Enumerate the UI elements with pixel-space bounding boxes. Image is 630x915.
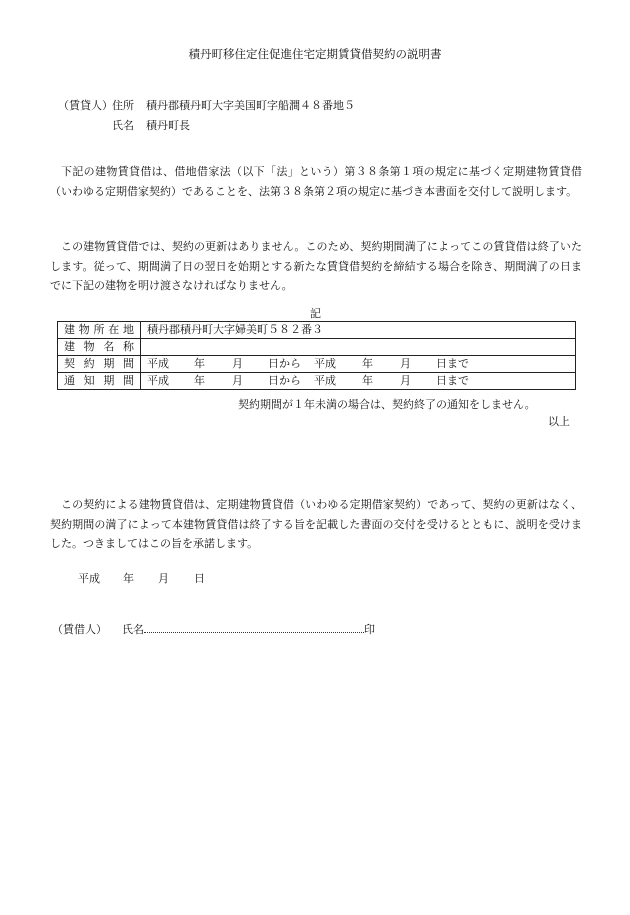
location-label: 建物所在地 [58, 322, 141, 339]
year: 年 [362, 374, 373, 387]
day-until: 日まで [436, 357, 469, 370]
acknowledgement-paragraph: この契約による建物賃貸借は、定期建物賃貸借（いわゆる定期借家契約）であって、契約の更新はなく、契約期間の満了によって本建物賃貸借は終了する旨を記載した書面の交付を受けるとともに、説明を受けました。つきましてはこの旨を承諾します。 [50, 498, 582, 550]
year: 年 [194, 374, 205, 387]
lessee-signature-line [122, 621, 375, 637]
year: 年 [194, 357, 205, 370]
month: 月 [232, 357, 243, 370]
month: 月 [400, 374, 411, 387]
era: 平成 [147, 357, 169, 370]
date-era: 平成 [78, 572, 100, 585]
era: 平成 [314, 357, 336, 370]
document-title: 積丹町移住定住促進住宅定期賃貸借契約の説明書 [188, 47, 442, 61]
date-month: 月 [158, 572, 169, 585]
table-row [58, 373, 576, 390]
day-from: 日から [268, 374, 301, 387]
year: 年 [362, 357, 373, 370]
lessor-address: 積丹郡積丹町大字美国町字船澗４８番地５ [146, 99, 355, 112]
explanation-paragraph-1: 下記の建物賃貸借は、借地借家法（以下「法」という）第３８条第１項の規定に基づく定期建物賃貸借（いわゆる定期借家契約）であることを、法第３８条第２項の規定に基づき本書面を交付して説明します。 [50, 165, 582, 198]
table-row [58, 322, 576, 339]
lessee-name-label: 氏名 [122, 623, 144, 636]
ijo-end-mark: 以上 [548, 415, 570, 428]
lessee-role: （賃借人） [52, 623, 107, 636]
location-value: 積丹郡積丹町大字婦美町５８２番３ [141, 322, 576, 339]
notice-period-label: 通知期間 [58, 373, 141, 390]
lessor-name-label: 氏名 [112, 119, 134, 132]
contract-period-label: 契約期間 [58, 356, 141, 373]
month: 月 [232, 374, 243, 387]
table-row [58, 356, 576, 373]
lessor-address-label: 住所 [112, 99, 134, 112]
lessor-name: 積丹町長 [146, 119, 190, 132]
property-table [57, 321, 576, 390]
lessor-role: （賃貸人） [58, 99, 113, 112]
day-until: 日まで [436, 374, 469, 387]
date-day: 日 [194, 572, 205, 585]
explanation-paragraph-2: この建物賃貸借では、契約の更新はありません。このため、契約期間満了によってこの賃貸借は終了いたします。従って、期間満了日の翌日を始期とする新たな賃貸借契約を締結する場合を除き、期間満了の日までに下記の建物を明け渡さなければなりません。 [50, 240, 582, 292]
notice-period-value [141, 373, 576, 390]
building-name-label: 建物名称 [58, 339, 141, 356]
day-from: 日から [268, 357, 301, 370]
contract-period-value [141, 356, 576, 373]
seal-mark: 印 [364, 623, 375, 636]
table-row [58, 339, 576, 356]
short-term-note: 契約期間が１年未満の場合は、契約終了の通知をしません。 [238, 398, 536, 411]
era: 平成 [314, 374, 336, 387]
ki-heading: 記 [310, 307, 321, 320]
era: 平成 [147, 374, 169, 387]
building-name-value [141, 339, 576, 356]
date-year: 年 [123, 572, 134, 585]
month: 月 [400, 357, 411, 370]
signature-dotted-line [144, 622, 364, 633]
